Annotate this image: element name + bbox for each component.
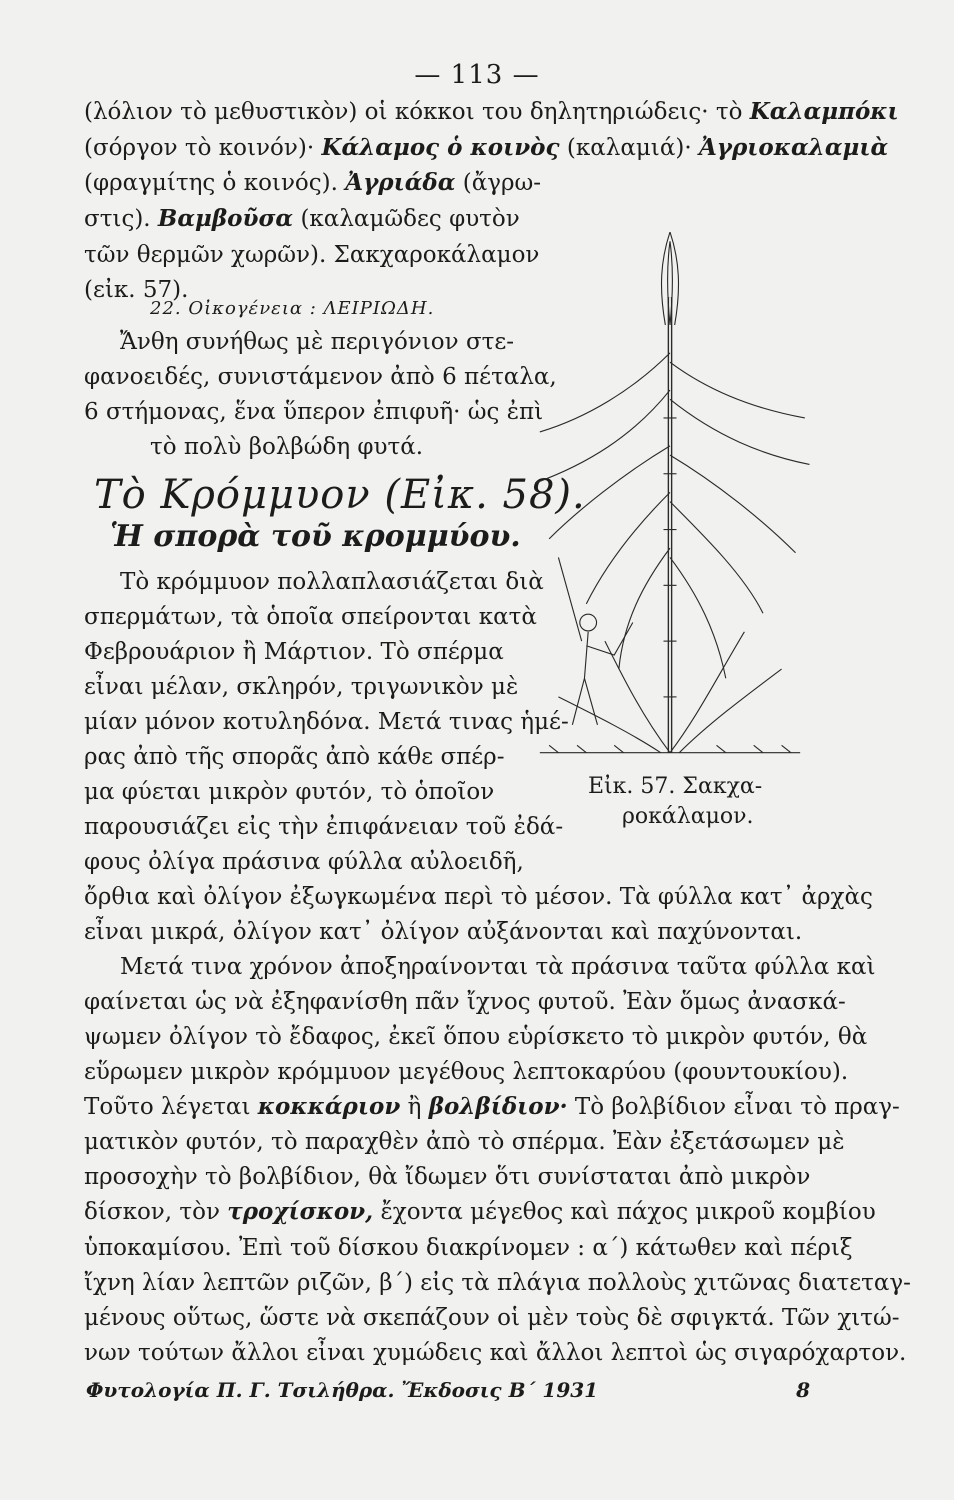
section-heading: Τὸ Κρόμμυον (Εἰκ. 58).	[94, 472, 586, 518]
text-line: εἶναι μικρά, ὀλίγον κατ᾽ ὀλίγον αὐξάνονται καὶ παχύνονται.	[84, 919, 803, 945]
text-line: ἴχνη λίαν λεπτῶν ριζῶν, β΄) εἰς τὰ πλάγια πολλοὺς χιτῶνας διατεταγ-	[84, 1270, 911, 1296]
text-line: Μετά τινα χρόνον ἀποξηραίνονται τὰ πράσινα ταῦτα φύλλα καὶ	[120, 954, 876, 980]
text-line: ψωμεν ὀλίγον τὸ ἔδαφος, ἐκεῖ ὅπου εὑρίσκετο τὸ μικρὸν φυτόν, θὰ	[84, 1024, 868, 1050]
text-line: δίσκον, τὸν τροχίσκον, ἔχοντα μέγεθος καὶ πάχος μικροῦ κομβίου	[84, 1198, 876, 1225]
text-line: (εἰκ. 57).	[84, 277, 189, 303]
sugarcane-illustration	[520, 232, 820, 762]
text-line: σπερμάτων, τὰ ὁποῖα σπείρονται κατὰ	[84, 604, 537, 630]
text-line: φους ὀλίγα πράσινα φύλλα αὐλοειδῆ,	[84, 849, 524, 875]
sheet-number: 8	[796, 1378, 810, 1402]
text-line: τῶν θερμῶν χωρῶν). Σακχαροκάλαμον	[84, 242, 540, 268]
text-line: ρας ἀπὸ τῆς σπορᾶς ἀπὸ κάθε σπέρ-	[84, 744, 505, 770]
text-line: εἶναι μέλαν, σκληρόν, τριγωνικὸν μὲ	[84, 674, 519, 700]
text-line: ματικὸν φυτόν, τὸ παραχθὲν ἀπὸ τὸ σπέρμα. Ἐὰν ἐξετάσωμεν μὲ	[84, 1129, 845, 1155]
text-line: παρουσιάζει εἰς τὴν ἐπιφάνειαν τοῦ ἐδά-	[84, 814, 564, 840]
text-line: μίαν μόνον κοτυληδόνα. Μετά τινας ἡμέ-	[84, 709, 569, 735]
text-line: νων τούτων ἄλλοι εἶναι χυμώδεις καὶ ἄλλοι λεπτοὶ ὡς σιγαρόχαρτον.	[84, 1340, 907, 1366]
text-line: 6 στήμονας, ἕνα ὕπερον ἐπιφυῆ· ὡς ἐπὶ	[84, 399, 544, 425]
caption-line: Εἰκ. 57. Σακχα-	[588, 774, 763, 799]
caption-line: ροκάλαμον.	[622, 804, 754, 829]
footer-text: Φυτολογία Π. Γ. Τσιλήθρα. Ἔκδοσις Β΄ 1931	[86, 1378, 599, 1402]
section-subheading: Ἡ σπορὰ τοῦ κρομμύου.	[110, 519, 521, 554]
text-line: στις). Βαμβοῦσα (καλαμῶδες φυτὸν	[84, 205, 520, 232]
page-footer	[86, 1378, 810, 1402]
family-heading: 22. Οἰκογένεια : ΛΕΙΡΙΩΔΗ.	[150, 298, 435, 319]
text-line: Φεβρουάριον ἢ Μάρτιον. Τὸ σπέρμα	[84, 639, 504, 665]
text-line: τὸ πολὺ βολβώδη φυτά.	[150, 434, 424, 460]
text-line: μα φύεται μικρὸν φυτόν, τὸ ὁποῖον	[84, 779, 495, 805]
text-line: (λόλιον τὸ μεθυστικὸν) οἱ κόκκοι του δηλητηριώδεις· τὸ Καλαμπόκι	[84, 98, 899, 125]
text-line: εὕρωμεν μικρὸν κρόμμυον μεγέθους λεπτοκαρύου (φουντουκίου).	[84, 1059, 849, 1085]
text-line: Τοῦτο λέγεται κοκκάριον ἢ βολβίδιον· Τὸ βολβίδιον εἶναι τὸ πραγ-	[84, 1093, 900, 1120]
text-line: προσοχὴν τὸ βολβίδιον, θὰ ἴδωμεν ὅτι συνίσταται ἀπὸ μικρὸν	[84, 1164, 811, 1190]
text-line: Τὸ κρόμμυον πολλαπλασιάζεται διὰ	[120, 569, 544, 595]
text-line: (φραγμίτης ὁ κοινός). Ἀγριάδα (ἄγρω-	[84, 169, 542, 196]
text-line: Ἄνθη συνήθως μὲ περιγόνιον στε-	[120, 329, 515, 355]
text-line: ὑποκαμίσου. Ἐπὶ τοῦ δίσκου διακρίνομεν : α΄) κάτωθεν καὶ πέριξ	[84, 1235, 853, 1261]
figure-caption	[588, 772, 762, 832]
text-line: μένους οὕτως, ὥστε νὰ σκεπάζουν οἱ μὲν τοὺς δὲ σφιγκτά. Τῶν χιτώ-	[84, 1305, 900, 1331]
text-line: φαίνεται ὡς νὰ ἐξηφανίσθη πᾶν ἴχνος φυτοῦ. Ἐὰν ὅμως ἀνασκά-	[84, 989, 846, 1015]
page-number: — 113 —	[414, 60, 540, 90]
text-line: φανοειδές, συνιστάμενον ἀπὸ 6 πέταλα,	[84, 364, 557, 390]
text-line: (σόργον τὸ κοινόν)· Κάλαμος ὁ κοινὸς (καλαμιά)· Ἀγριοκαλαμιὰ	[84, 134, 889, 161]
text-line: ὄρθια καὶ ὀλίγον ἐξωγκωμένα περὶ τὸ μέσον. Τὰ φύλλα κατ᾽ ἀρχὰς	[84, 884, 873, 910]
